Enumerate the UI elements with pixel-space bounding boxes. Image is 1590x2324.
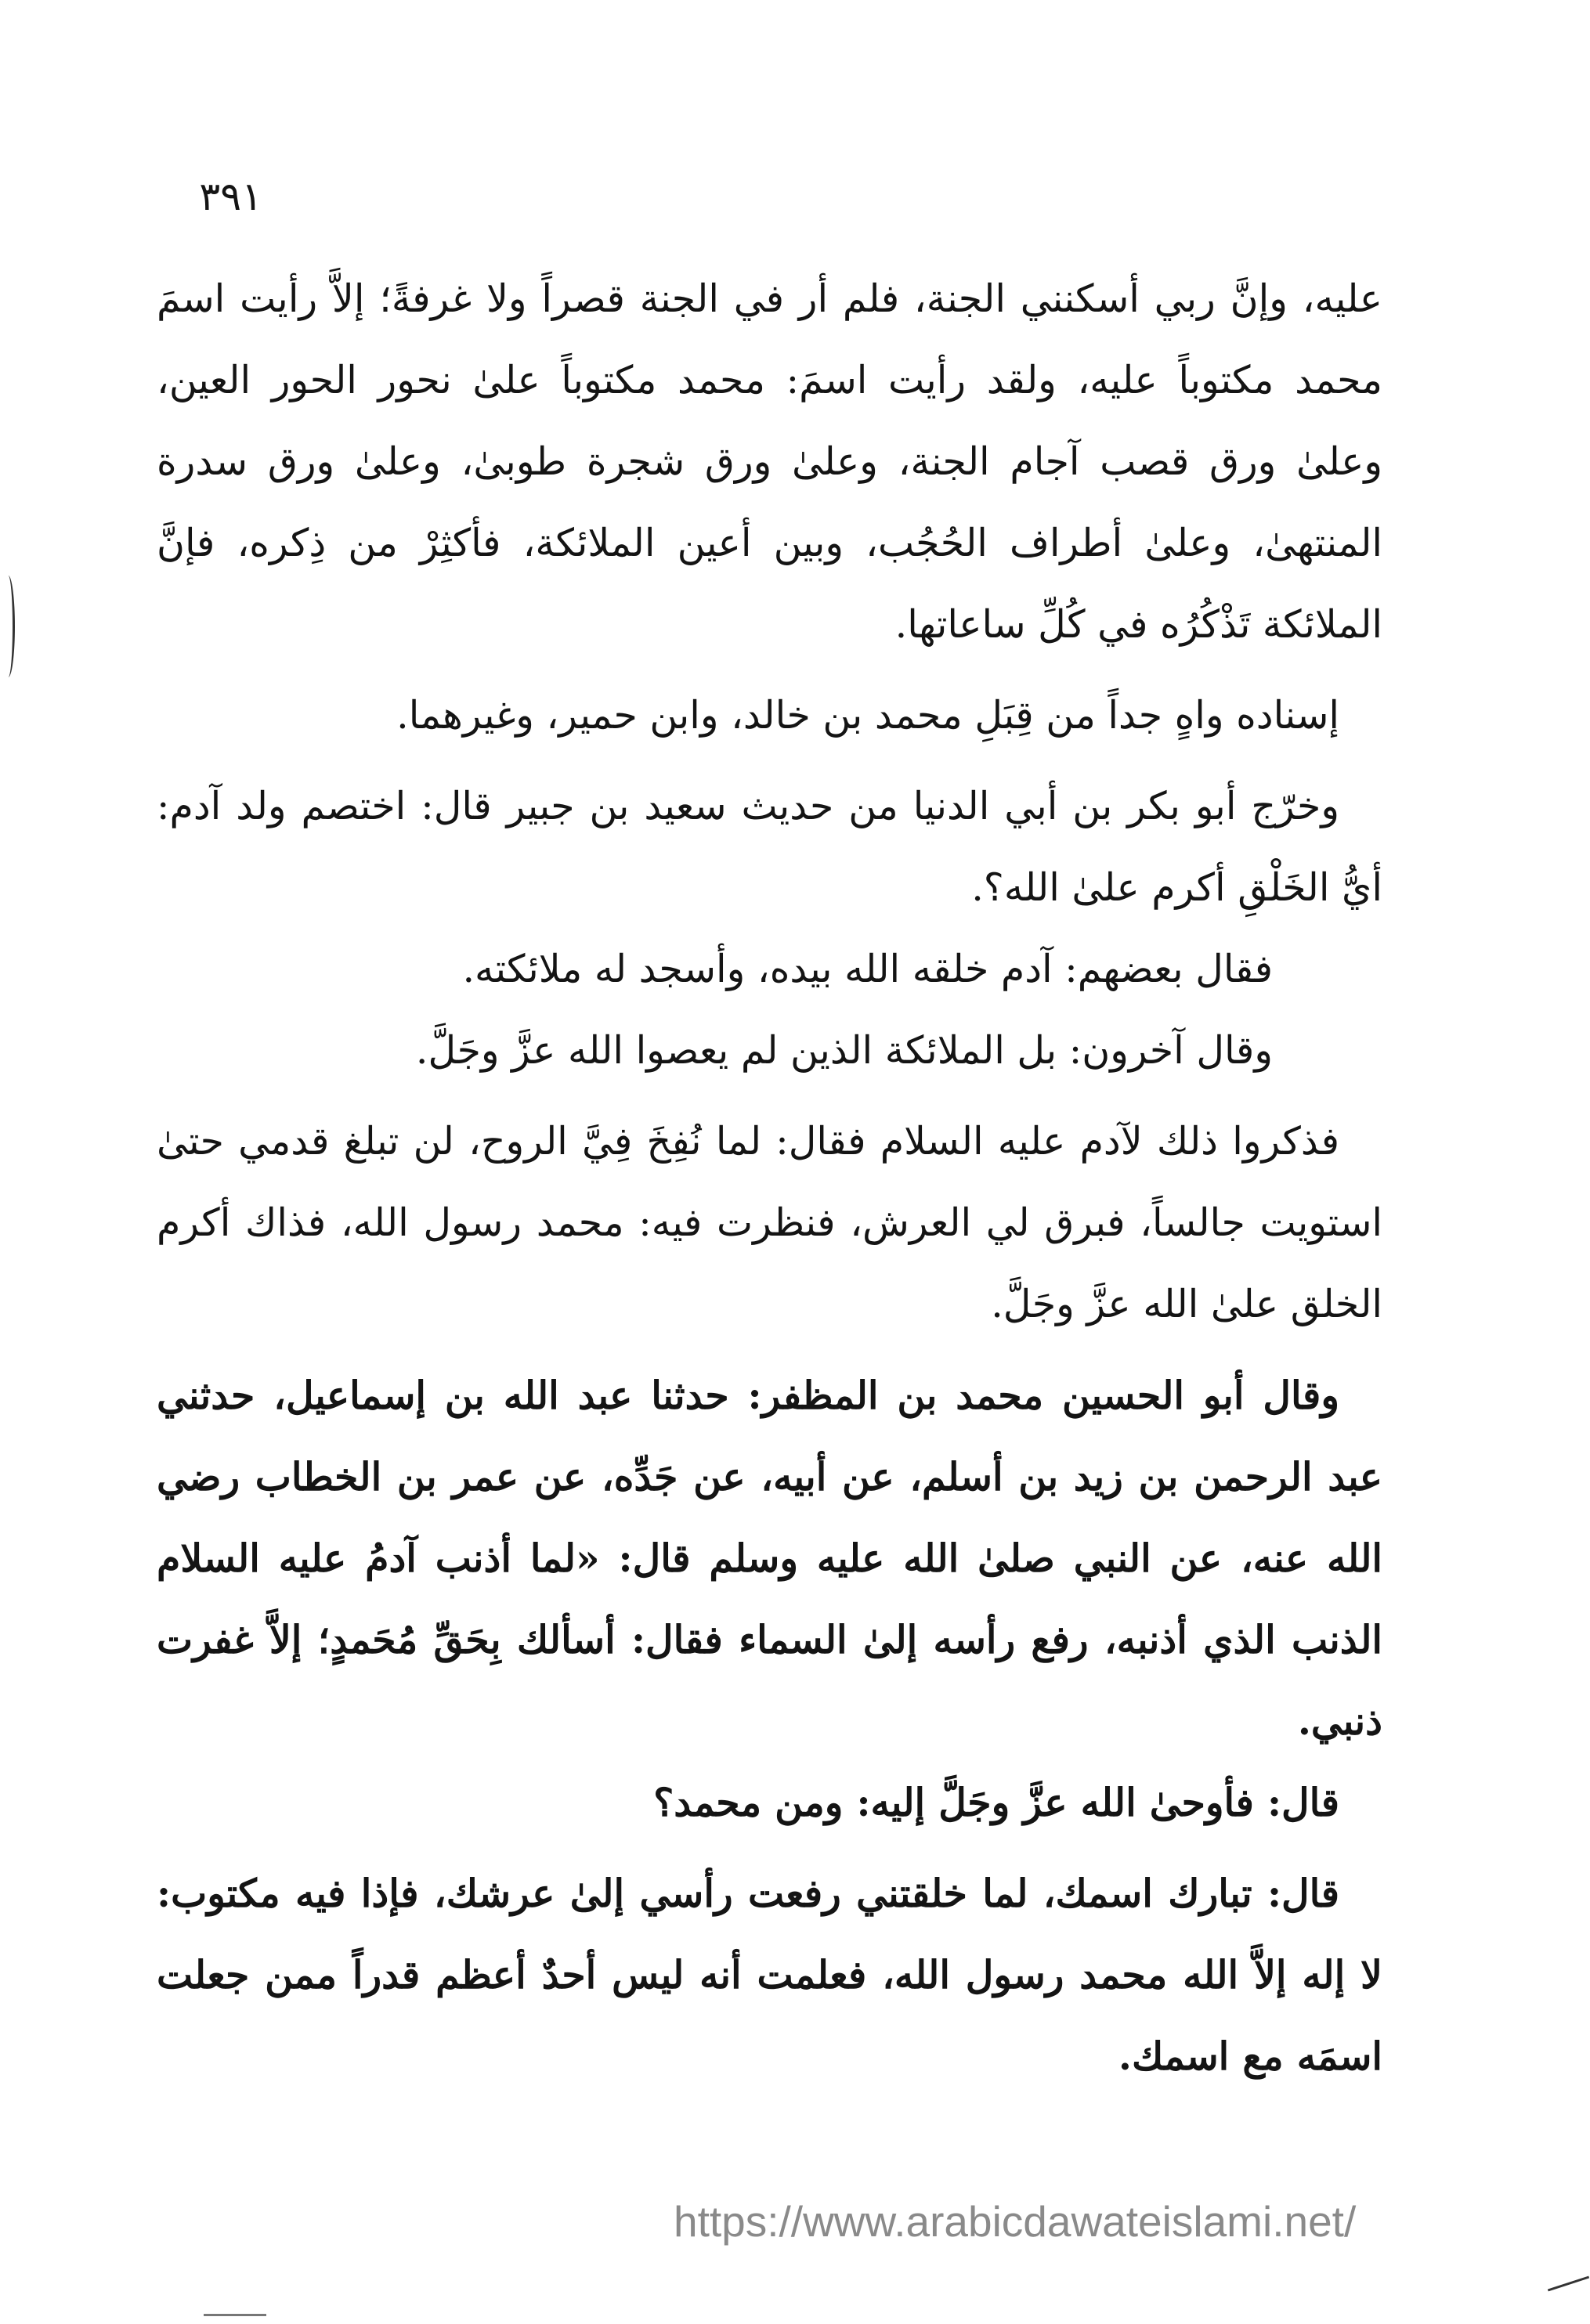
- website-watermark: https://www.arabicdawateislami.net/: [674, 2197, 1357, 2246]
- paragraph-adam-answer: قال: تبارك اسمك، لما خلقتني رفعت رأسي إلىٰ عرشك، فإذا فيه مكتوب: لا إله إلاَّ الله محمد رسول الله، فعلمت أنه ليس أحدٌ أعظم قدراً ممن جعلت اسمَه مع اسمك.: [157, 1871, 1382, 2079]
- paragraph-ibn-muzaffar-hadith: وقال أبو الحسين محمد بن المظفر: حدثنا عبد الله بن إسماعيل، حدثني عبد الرحمن بن زيد بن أسلم، عن أبيه، عن جَدِّه، عن عمر بن الخطاب رضي الله عنه، عن النبي صلىٰ الله عليه وسلم قال: «لما أذنب آدمُ عليه السلام الذنب الذي أذنبه، رفع رأسه إلىٰ السماء فقال: أسألك بِحَقِّ مُحَمدٍ؛ إلاَّ غفرت ذنبي.: [157, 1373, 1382, 1744]
- margin-bracket-mark: [2, 576, 15, 677]
- paragraph-others-said: وقال آخرون: بل الملائكة الذين لم يعصوا الله عزَّ وجَلَّ.: [415, 1028, 1273, 1073]
- page-body: [157, 258, 1382, 2097]
- paragraph-ibn-abi-dunya: وخرّج أبو بكر بن أبي الدنيا من حديث سعيد بن جبير قال: اختصم ولد آدم: أيُّ الخَلْقِ أكرم علىٰ الله؟.: [157, 784, 1382, 910]
- corner-scan-mark: [1548, 2276, 1589, 2292]
- paragraph-hadith-continuation: عليه، وإنَّ ربي أسكنني الجنة، فلم أر في الجنة قصراً ولا غرفةً؛ إلاَّ رأيت اسمَ محمد مكتوباً عليه، ولقد رأيت اسمَ: محمد مكتوباً علىٰ نحور الحور العين، وعلىٰ ورق قصب آجام الجنة، وعلىٰ ورق شجرة طوبىٰ، وعلىٰ ورق سدرة المنتهىٰ، وعلىٰ أطراف الحُجُب، وبين أعين الملائكة، فأكثِرْ من ذِكره، فإنَّ الملائكة تَذْكُرُه في كُلِّ ساعاتها.: [157, 276, 1382, 647]
- paragraph-divine-revelation: قال: فأوحىٰ الله عزَّ وجَلَّ إليه: ومن محمد؟: [653, 1780, 1339, 1825]
- paragraph-adam-reply: فذكروا ذلك لآدم عليه السلام فقال: لما نُفِخَ فِيَّ الروح، لن تبلغ قدمي حتىٰ استويت جالساً، فبرق لي العرش، فنظرت فيه: محمد رسول الله، فذاك أكرم الخلق علىٰ الله عزَّ وجَلَّ.: [157, 1119, 1382, 1326]
- bottom-scan-rule: [204, 2314, 266, 2316]
- paragraph-some-said: فقال بعضهم: آدم خلقه الله بيده، وأسجد له ملائكته.: [462, 947, 1273, 991]
- page-number: ٣٩١: [199, 174, 262, 219]
- paragraph-isnad-note: إسناده واهٍ جداً من قِبَلِ محمد بن خالد، وابن حمير، وغيرهما.: [396, 693, 1339, 738]
